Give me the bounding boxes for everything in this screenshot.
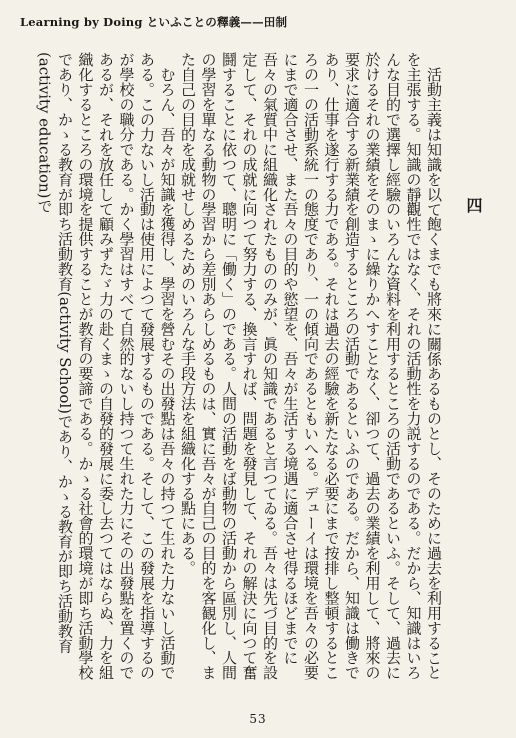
running-head: Learning by Doing といふことの釋義——田制 (20, 15, 288, 29)
section-number: 四 (464, 197, 483, 213)
page-number: 53 (249, 712, 267, 726)
paragraph: むろん、吾々が知識を獲得し、學習を營むその出發點は吾々の持つて生れた力ないし活動である。この力ないし活動は使用によつて發展するものである。そして、この發展を指導するのが學校の職分である。かく學習はすべて自然的ないし持つて生れた力にその出發點を置くのであるが、それを放任して顧みずたゞ力の赴くまゝの自發的發展に委し去つてはならぬ、力を組織化するところの環境を提供することが教育の要諦である。かゝる社會的環境が即ち活動學校であり、かゝる教育が即ち活動教育(activity School)であり、かゝる教育が即ち活動教育(activity education)で (35, 52, 177, 680)
paragraph: 活動主義は知識を以て飽くまでも將來に關係あるものとし、そのために過去を利用することを主張する。知識の靜觀性ではなく、それの活動性を力説するのである。だから、知識はいろんな目的で選擇し經驗のいろんな資料を利用するところの活動であるといふ。そして、過去に於けるそれの業績をそのまゝに繰りかへすことなく、卻つて、過去の業績を利用して、將來の要求に適合する新業績を創造するところの活動であるといふのである。だから、知識は働きであり、仕事を遂行する力である。それは過去の經驗を新たなる必要にまで按排し整頓するところの一の活動系統一の態度であり、一の傾向であるともいへる。デューイは環境を吾々の必要にまで適合させ、また吾々の目的や慾望を、吾々が生活する境遇に適合させ得るほどまでに吾々の氣質中に組織化されたもののみが、眞の知識であると言つてゐる。吾々は先づ目的を設定して、それの成就に向つて努力する、換言すれば、問題を發見して、それの解決に向つて奮鬪することに依つて、聰明に「働く」のである。人間の活動をば動物の活動から區別し、人間の學習を單なる動物の學習から差別あらしめるものは、實に吾々が自己の目的を客観化し、また自己の目的を成就せしめるためのいろんな手段方法を組織化する點にある。 (179, 52, 443, 680)
body-text (18, 52, 444, 688)
